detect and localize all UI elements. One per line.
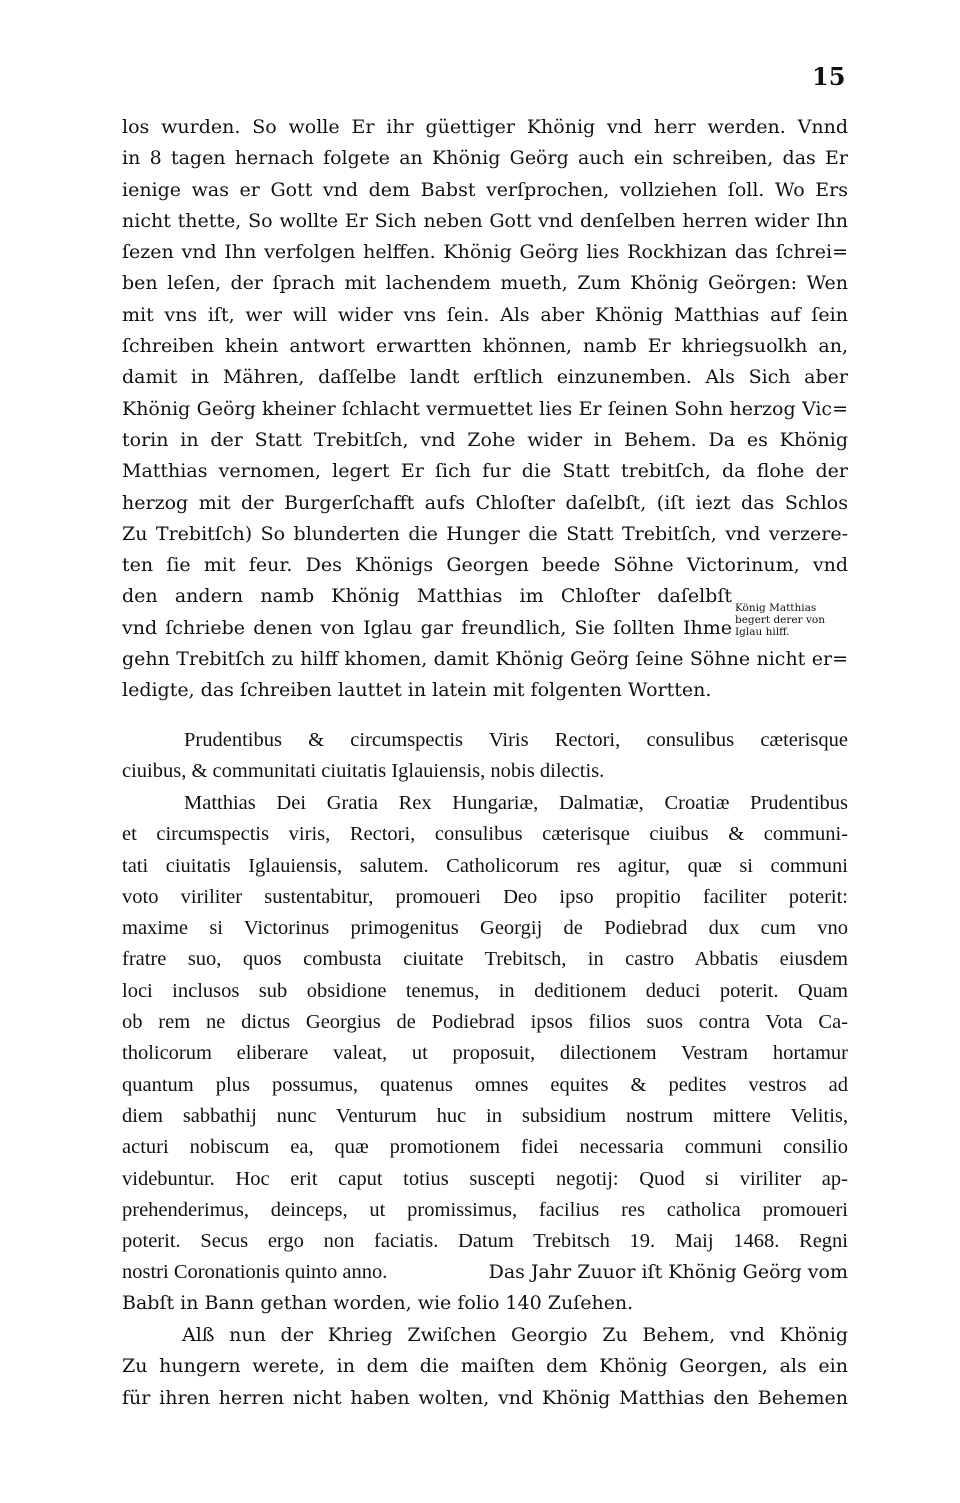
text-line: den andern namb Khönig Matthias im Chloſter daſelbſt — [122, 585, 732, 608]
text-line: für ihren herren nicht haben wolten, vnd Khönig Matthias den Behemen — [122, 1386, 848, 1409]
text-line: fratre suo, quos combusta ciuitate Trebitsch, in castro Abbatis eiusdem — [122, 948, 848, 971]
text-line: quantum plus possumus, quatenus omnes equites & pedites vestros ad — [122, 1073, 848, 1096]
after-letter — [122, 1288, 848, 1319]
text-line: damit in Mähren, daſſelbe landt erſtlich einzunemben. Als Sich aber — [122, 366, 848, 389]
text-line: Zu Trebitſch) So blunderten die Hunger die Statt Trebitſch, vnd verzere- — [122, 522, 848, 545]
text-line: Khönig Geörg kheiner ſchlacht vermuettet lies Er ſeinen Sohn herzog Vic= — [122, 397, 848, 420]
text-line: ienige was er Gott vnd dem Babst verſprochen, vollziehen ſoll. Wo Ers — [122, 178, 848, 201]
letter-address — [122, 725, 848, 788]
text-line: ob rem ne dictus Georgius de Podiebrad ipsos filios suos contra Vota Ca- — [122, 1011, 848, 1034]
text-line: ten ſie mit feur. Des Khönigs Georgen beede Söhne Victorinum, vnd — [122, 554, 848, 577]
text-line: nicht thette, So wollte Er Sich neben Gott vnd denſelben herren wider Ihn — [122, 209, 848, 232]
text-line: Alß nun der Khrieg Zwiſchen Georgio Zu Behem, vnd Khönig — [182, 1324, 848, 1346]
text-line: Matthias Dei Gratia Rex Hungariæ, Dalmatiæ, Croatiæ Prudentibus — [184, 792, 848, 814]
text-line: torin in der Statt Trebitſch, vnd Zohe wider in Behem. Da es Khönig — [122, 428, 848, 451]
letter-body — [122, 788, 848, 1289]
margin-note-line: begert derer von — [735, 614, 825, 626]
text-line: ciuibus, & communitati ciuitatis Iglauiensis, nobis dilectis. — [122, 760, 605, 783]
text-line: maxime si Victorinus primogenitus Georgij de Podiebrad dux cum vno — [122, 917, 848, 940]
paragraph-2 — [122, 1320, 848, 1414]
text-line: Matthias vernomen, legert Er ſich fur die Statt trebitſch, da flohe der — [122, 460, 848, 483]
letter-tail: Das Jahr Zuuor iſt Khönig Geörg vom — [488, 1261, 848, 1284]
text-line: Babſt in Bann gethan worden, wie folio 140 Zuſehen. — [122, 1292, 634, 1314]
text-line: loci inclusos sub obsidione tenemus, in deditionem deduci poterit. Quam — [122, 979, 848, 1002]
text-line: in 8 tagen hernach folgete an Khönig Geörg auch ein schreiben, das Er — [122, 147, 848, 170]
text-line: tati ciuitatis Iglauiensis, salutem. Catholicorum res agitur, quæ si communi — [122, 854, 848, 877]
margin-note-line: König Matthias — [735, 602, 817, 614]
text-line: vnd ſchriebe denen von Iglau gar freundlich, Sie ſollten Ihme — [122, 616, 732, 639]
text-line: Zu hungern werete, in dem die maiſten dem Khönig Georgen, als ein — [122, 1355, 848, 1378]
text-line: prehenderimus, deinceps, ut promissimus, facilius res catholica promoueri — [122, 1198, 848, 1221]
text-line: mit vns iſt, wer will wider vns ſein. Als aber Khönig Matthias auf ſein — [122, 303, 848, 326]
text-line: poterit. Secus ergo non faciatis. Datum Trebitsch 19. Maij 1468. Regni — [122, 1230, 848, 1253]
text-line: herzog mit der Burgerſchafft aufs Chloſter daſelbſt, (iſt iezt das Schlos — [122, 491, 848, 514]
text-line — [122, 1257, 848, 1288]
page-number: 15 — [812, 62, 846, 91]
text-line: Prudentibus & circumspectis Viris Rectori, consulibus cæterisque — [184, 729, 848, 751]
text-line: videbuntur. Hoc erit caput totius suscepti negotij: Quod si viriliter ap- — [122, 1167, 848, 1190]
text-line: ſezen vnd Ihn verfolgen helffen. Khönig Geörg lies Rockhizan das ſchrei= — [122, 241, 848, 264]
letter-closing: nostri Coronationis quinto anno. — [122, 1261, 388, 1284]
text-line: diem sabbathij nunc Venturum huc in subsidium nostrum mittere Velitis, — [122, 1104, 848, 1127]
text-line: voto viriliter sustentabitur, promoueri Deo ipso propitio faciliter poterit: — [122, 885, 848, 908]
text-line: acturi nobiscum ea, quæ promotionem fidei necessaria communi consilio — [122, 1136, 848, 1159]
margin-note-line: Iglau hilff. — [735, 626, 790, 638]
text-line: gehn Trebitſch zu hilff khomen, damit Khönig Geörg ſeine Söhne nicht er= — [122, 648, 848, 671]
text-line: ſchreiben khein antwort erwartten khönnen, namb Er khriegsuolkh an, — [122, 335, 848, 358]
text-line: et circumspectis viris, Rectori, consulibus cæterisque ciuibus & communi- — [122, 823, 848, 846]
text-line: los wurden. So wolle Er ihr güettiger Khönig vnd herr werden. Vnnd — [122, 116, 848, 138]
margin-note — [735, 602, 865, 638]
text-line: ben leſen, der ſprach mit lachendem mueth, Zum Khönig Geörgen: Wen — [122, 272, 848, 295]
text-line: tholicorum eliberare valeat, ut proposuit, dilectionem Vestram hortamur — [122, 1042, 848, 1065]
text-line: ledigte, das ſchreiben lauttet in latein mit folgenten Wortten. — [122, 679, 712, 702]
